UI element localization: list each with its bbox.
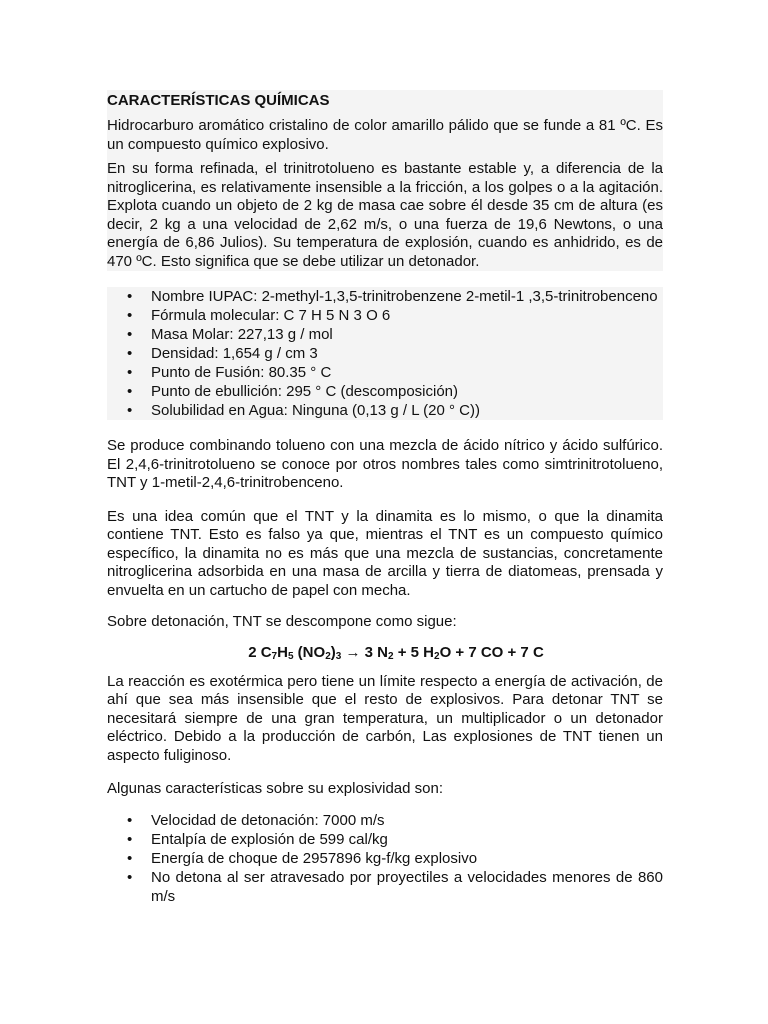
list-item: • Energía de choque de 2957896 kg-f/kg explosivo bbox=[127, 849, 478, 867]
dynamite-paragraph: Es una idea común que el TNT y la dinamita es lo mismo, o que la dinamita contiene TNT. Esto es falso ya que, mientras el TNT es un compuesto químico específico, la dinamita no es más que una mezcla de sustancias, concretamente nitroglicerina adsorbida en una masa de arcilla y tierra de diatomeas, prensada y envuelta en un cartucho de papel con mecha. bbox=[107, 507, 663, 599]
explosivity-list bbox=[107, 811, 663, 906]
decomposition-equation: 2 $C_7H_5$ $(NO_2)_3 \to 3$ $N_2 + 5$ $H_2O + 7$ CO + 7 C bbox=[248, 643, 544, 662]
list-item: • Masa Molar: 227,13 g / mol bbox=[127, 326, 333, 343]
reaction-paragraph: La reacción es exotérmica pero tiene un límite respecto a energía de activación, de ahí que sea más insensible que el resto de explosivos. Para detonar TNT se necesitará siempre de una gran temperatura, un multiplicador o un detonador eléctrico. Debido a la producción de carbón, Las explosiones de TNT tienen un aspecto fuliginoso. bbox=[107, 672, 663, 764]
list-item: • Punto de Fusión: 80.35 ° C bbox=[127, 364, 332, 381]
properties-list bbox=[107, 287, 663, 420]
bullet-icon: • bbox=[127, 849, 133, 867]
list-item: • Velocidad de detonación: 7000 m/s bbox=[127, 811, 385, 829]
bullet-icon: • bbox=[127, 383, 133, 400]
bullet-icon: • bbox=[127, 364, 133, 381]
bullet-icon: • bbox=[127, 811, 133, 829]
list-item: • Fórmula molecular: C 7 H 5 N 3 O 6 bbox=[127, 307, 391, 324]
list-item: • Solubilidad en Agua: Ninguna (0,13 g / L (20 ° C)) bbox=[127, 402, 480, 419]
bullet-icon: • bbox=[127, 307, 133, 324]
list-item: • Densidad: 1,654 g / cm 3 bbox=[127, 345, 318, 362]
list-item: • Punto de ebullición: 295 ° C (descomposición) bbox=[127, 383, 459, 400]
bullet-icon: • bbox=[127, 402, 133, 419]
bullet-icon: • bbox=[127, 830, 133, 848]
bullet-icon: • bbox=[127, 345, 133, 362]
bullet-icon: • bbox=[127, 288, 133, 305]
chemical-characteristics-section bbox=[107, 90, 663, 271]
bullet-icon: • bbox=[127, 868, 133, 886]
decomposition-intro: Sobre detonación, TNT se descompone como sigue: bbox=[107, 613, 457, 630]
list-item: • Entalpía de explosión de 599 cal/kg bbox=[127, 830, 388, 848]
list-item: • Nombre IUPAC: 2-methyl-1,3,5-trinitrobenzene 2-metil-1 ,3,5-trinitrobenceno bbox=[127, 288, 658, 305]
list-item: • No detona al ser atravesado por proyectiles a velocidades menores de 860 m/s bbox=[127, 868, 663, 905]
explosivity-intro: Algunas características sobre su explosividad son: bbox=[107, 780, 444, 797]
section-title: CARACTERÍSTICAS QUÍMICAS bbox=[107, 92, 330, 109]
bullet-icon: • bbox=[127, 326, 133, 343]
refined-paragraph: En su forma refinada, el trinitrotolueno es bastante estable y, a diferencia de la nitroglicerina, es relativamente insensible a la fricción, a los golpes o a la agitación. Explota cuando un objeto de 2 kg de masa cae sobre él desde 35 cm de altura (es decir, 2 kg a una velocidad de 2,62 m/s, o una fuerza de 19,6 Newtons, o una energía de 6,86 Julios). Su temperatura de explosión, cuando es anhidrido, es de 470 ºC. Esto significa que se debe utilizar un detonador. bbox=[107, 160, 663, 270]
intro-paragraph: Hidrocarburo aromático cristalino de color amarillo pálido que se funde a 81 ºC. Es un compuesto químico explosivo. bbox=[107, 117, 663, 153]
document-body bbox=[107, 90, 663, 906]
production-paragraph: Se produce combinando tolueno con una mezcla de ácido nítrico y ácido sulfúrico. El 2,4,6-trinitrotolueno se conoce por otros nombres tales como simtrinitrotolueno, TNT y 1-metil-2,4,6-trinitrobenceno. bbox=[107, 437, 663, 491]
